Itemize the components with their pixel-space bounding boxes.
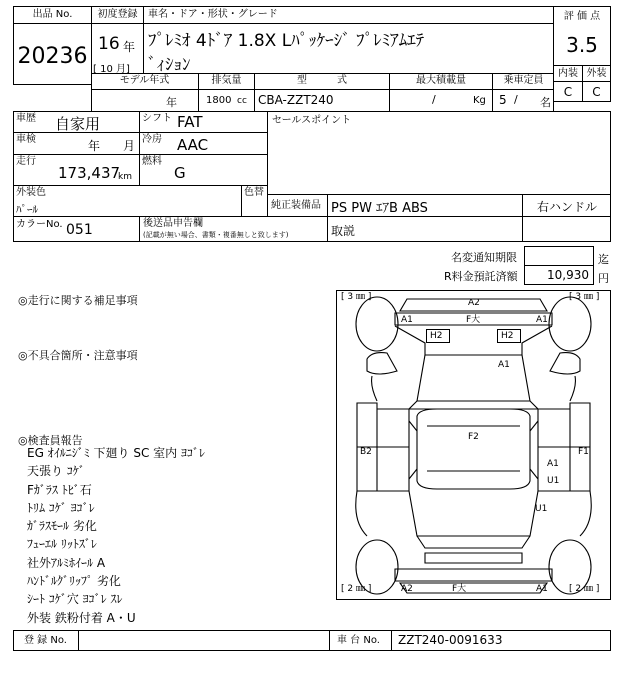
damage-headlight-right: H2 — [501, 331, 514, 341]
steering-value: 右ハンドル — [536, 200, 597, 214]
history-label: 車歴 — [16, 113, 36, 124]
capacity-value: 5 — [499, 93, 507, 107]
capacity-unit: 名 — [540, 96, 551, 109]
inspection-month-unit: 月 — [123, 139, 136, 153]
damage-front-right-corner: A1 — [536, 315, 548, 325]
first-registration-label: 初度登録 — [97, 9, 138, 20]
report-line: ﾄﾘﾑ ｺｹﾞ ﾖｺﾞﾚ — [27, 500, 95, 515]
lot-number-label-cell — [13, 6, 92, 24]
damage-headlight-left: H2 — [430, 331, 443, 341]
damage-left-front-door: B2 — [360, 447, 372, 457]
vehicle-label-cell — [143, 6, 554, 24]
first-registration-label-cell — [91, 6, 144, 24]
details-left-block — [13, 111, 268, 186]
documents-label: 後送品申告欄 — [143, 218, 203, 229]
model-year-unit: 年 — [166, 96, 177, 109]
damage-right-rear-door: U1 — [535, 504, 548, 514]
report-line: EG ｵｲﾙﾆｼﾞﾐ 下廻り SC 室内 ﾖｺﾞﾚ — [27, 446, 205, 460]
color-no-value: 051 — [66, 222, 93, 238]
interior-grade-label: 内装 — [558, 68, 578, 79]
lot-number: 20236 — [17, 44, 88, 69]
vehicle-name-line2: ﾞｨｼｮﾝ — [148, 55, 191, 75]
details-col-divider — [139, 111, 140, 186]
interior-grade: C — [563, 85, 573, 99]
deadline-unit: 迄 — [598, 253, 609, 266]
first-registration-month: [ 10 月] — [93, 64, 130, 75]
first-registration-year: 16 — [98, 34, 120, 54]
mileage-value: 173,437 — [58, 164, 121, 182]
documents-divider-2 — [327, 216, 328, 242]
documents-divider-1 — [139, 216, 140, 242]
max-load-label: 最大積載量 — [416, 75, 466, 86]
shift-label: シフト — [142, 113, 172, 124]
displacement-value: 1800 — [206, 95, 232, 106]
vehicle-label: 車名・ドア・形状・グレード — [148, 9, 278, 20]
damage-rear-center: F大 — [452, 584, 467, 594]
tire-depth-front-right: [ 3 ㎜ ] — [569, 292, 600, 302]
lot-number-label: 出品 No. — [32, 9, 73, 20]
damage-rear-right-corner: A1 — [536, 584, 548, 594]
chassis-no-label: 車 台 No. — [337, 635, 380, 646]
documents-value: 取説 — [331, 224, 356, 238]
inspector-report-list — [27, 444, 327, 627]
tire-depth-rear-left: [ 2 ㎜ ] — [341, 584, 372, 594]
details-row-divider-1 — [13, 132, 268, 133]
model-code: CBA-ZZT240 — [258, 93, 334, 107]
report-line: ﾊﾝﾄﾞﾙｸﾞﾘｯﾌﾟ 劣化 — [27, 574, 121, 589]
report-line: ｼｰﾄ ｺｹﾞ穴 ﾖｺﾞﾚ ｽﾚ — [27, 592, 123, 607]
color-change-label: 色替 — [244, 187, 264, 198]
color-value: ﾊﾟｰﾙ — [16, 203, 38, 216]
defects-header: ◎不具合箇所・注意事項 — [18, 349, 138, 362]
fuel-value: G — [174, 164, 186, 182]
car-diagram-outline — [337, 291, 610, 599]
capacity-slash: / — [514, 93, 518, 106]
footer-divider-1 — [78, 630, 79, 651]
footer-divider-2 — [329, 630, 330, 651]
chassis-no-value: ZZT240-0091633 — [398, 633, 503, 647]
exterior-grade: C — [592, 85, 601, 99]
recycle-label: R料金預託済額 — [444, 270, 518, 283]
footer-row — [13, 630, 611, 651]
shift-value: FAT — [177, 113, 203, 131]
report-line: ｶﾞﾗｽﾓｰﾙ 劣化 — [27, 519, 97, 534]
tire-depth-rear-right: [ 2 ㎜ ] — [569, 584, 600, 594]
damage-front-left-corner: A1 — [401, 315, 413, 325]
sales-point-box — [267, 111, 611, 195]
color-no-label: カラーNo. — [16, 219, 63, 230]
exterior-grade-label-cell — [582, 65, 611, 82]
score-value: 3.5 — [566, 33, 598, 57]
report-line: 外装 鉄粉付着 A・U — [27, 610, 136, 625]
score-label: 評 価 点 — [563, 11, 601, 22]
displacement-label: 排気量 — [211, 75, 242, 86]
report-line: 天張り ｺｹﾞ — [27, 464, 85, 479]
report-line: ﾌｭｰｴﾙ ﾘｯﾄｽﾞﾚ — [27, 537, 97, 552]
damage-hood: A1 — [498, 360, 510, 370]
deadline-box — [524, 246, 594, 266]
inspector-header: ◎検査員報告 — [18, 434, 83, 447]
first-registration-year-unit: 年 — [123, 40, 136, 54]
deadline-label: 名変通知期限 — [451, 251, 517, 264]
damage-rear-left-corner: A2 — [401, 584, 413, 594]
interior-grade-cell — [553, 81, 583, 102]
score-cell — [553, 6, 611, 66]
max-load-unit: Kg — [473, 95, 486, 106]
fuel-label: 燃料 — [142, 156, 162, 167]
sales-point-label: セールスポイント — [272, 115, 352, 126]
footer-divider-3 — [391, 630, 392, 651]
capacity-label: 乗車定員 — [503, 75, 544, 86]
history-value: 自家用 — [55, 115, 101, 133]
exterior-grade-label: 外装 — [586, 68, 607, 79]
vehicle-name-line1: ﾌﾟﾚﾐｵ 4ﾄﾞｱ 1.8X Lﾊﾟｯｹｰｼﾞ ﾌﾟﾚﾐｱﾑｴﾃ — [148, 31, 425, 51]
details-row-divider-2 — [13, 154, 268, 155]
exterior-grade-cell — [582, 81, 611, 102]
damage-front-center: F大 — [466, 315, 481, 325]
inspection-year-unit: 年 — [88, 139, 101, 153]
color-row — [13, 185, 268, 217]
report-line: Fｶﾞﾗｽ ﾄﾋﾞ石 — [27, 482, 92, 497]
model-code-label: 型 式 — [297, 75, 347, 86]
equipment-divider-1 — [327, 194, 328, 217]
damage-roof: F2 — [468, 432, 479, 442]
first-registration-cell — [91, 23, 144, 74]
interior-grade-label-cell — [553, 65, 583, 82]
registration-no-label: 登 録 No. — [24, 635, 67, 646]
model-year-label: モデル年式 — [119, 75, 170, 86]
mileage-label: 走行 — [16, 156, 36, 167]
vehicle-name-cell — [143, 23, 554, 74]
report-line: 社外ｱﾙﾐﾎｲｰﾙ A — [27, 555, 106, 570]
max-load-slash: / — [432, 93, 436, 106]
damage-right-front-door-u: U1 — [547, 476, 560, 486]
damage-right-front-door-a: A1 — [547, 459, 559, 469]
recycle-box — [524, 265, 594, 285]
documents-note: (記載が無い場合、書類・複番無しと致します) — [143, 231, 289, 239]
damage-right-front-fender: F1 — [578, 447, 589, 457]
damage-front-bumper: A2 — [468, 298, 480, 308]
documents-divider-3 — [522, 216, 523, 242]
equipment-label: 純正装備品 — [271, 200, 321, 211]
ac-value: AAC — [177, 136, 209, 154]
color-label: 外装色 — [16, 187, 46, 198]
equipment-value: PS PW ｴｱB ABS — [331, 201, 428, 216]
displacement-unit: cc — [237, 96, 247, 106]
tire-depth-front-left: [ 3 ㎜ ] — [341, 292, 372, 302]
inspection-label: 車検 — [16, 134, 36, 145]
driving-notes-header: ◎走行に関する補足事項 — [18, 294, 138, 307]
recycle-unit: 円 — [598, 272, 609, 285]
car-diagram — [336, 290, 611, 600]
recycle-amount: 10,930 — [547, 268, 589, 282]
mileage-unit: km — [118, 172, 132, 182]
lot-number-cell — [13, 23, 92, 85]
color-change-divider — [241, 185, 242, 217]
ac-label: 冷房 — [142, 134, 162, 145]
